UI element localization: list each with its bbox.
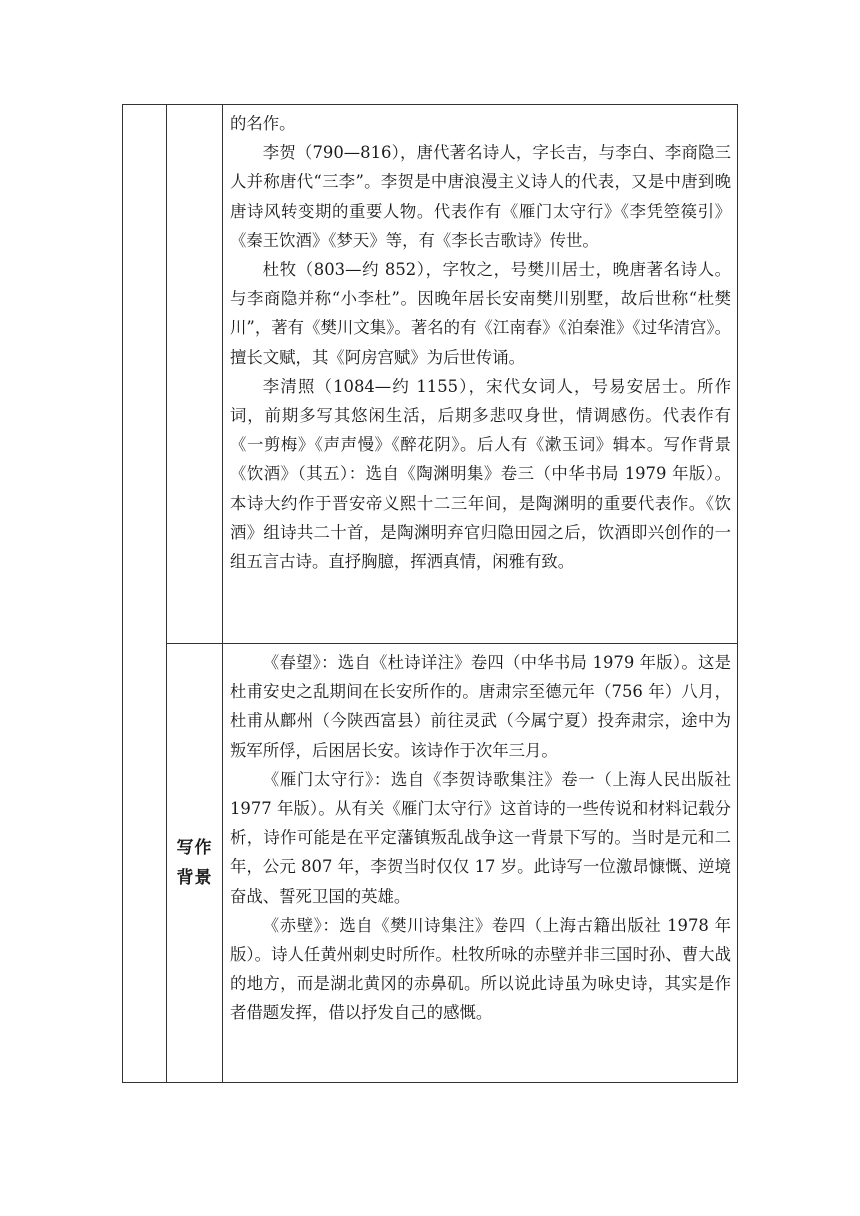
background-content bbox=[223, 644, 737, 1034]
table-row-background bbox=[123, 644, 738, 1083]
label-cell-empty bbox=[167, 105, 223, 644]
table-row-authors bbox=[123, 105, 738, 644]
background-content-cell bbox=[223, 644, 738, 1083]
paragraph-li-he: 李贺（790—816），唐代著名诗人，字长吉，与李白、李商隐三人并称唐代“三李”。李贺是中唐浪漫主义诗人的代表，又是中唐到晚唐诗风转变期的重要人物。代表作有《雁门太守行》《李凭箜篌引》《秦王饮酒》《梦天》等，有《李长吉歌诗》传世。 bbox=[230, 143, 731, 250]
label-cell-background bbox=[167, 644, 223, 1083]
authors-content-cell bbox=[223, 105, 738, 644]
section-label-line2: 背景 bbox=[176, 868, 213, 888]
paragraph-li-qingzhao: 李清照（1084—约 1155），宋代女词人，号易安居士。所作词，前期多写其悠闲生活，后期多悲叹身世，情调感伤。代表作有《一剪梅》《声声慢》《醉花阴》。后人有《漱玉词》辑本。写作背景《饮酒》（其五）：选自《陶渊明集》卷三（中华书局 1979 年版）。本诗大约作于晋安帝义熙十二三年间，是陶渊明的重要代表作。《饮酒》组诗共二十首，是陶渊明弃官归隐田园之后，饮酒即兴创作的一组五言古诗。直抒胸臆，挥洒真情，闲雅有致。 bbox=[230, 376, 731, 572]
paragraph-yanmen: 《雁门太守行》：选自《李贺诗歌集注》卷一（上海人民出版社 1977 年版）。从有关《雁门太守行》这首诗的一些传说和材料记载分析，诗作可能是在平定藩镇叛乱战争这一背景下写的。当时是元和二年，公元 807 年，李贺当时仅仅 17 岁。此诗写一位激昂慷慨、逆境奋战、誓死卫国的英雄。 bbox=[230, 769, 731, 906]
paragraph-continuation: 的名作。 bbox=[230, 114, 296, 133]
outer-left-cell bbox=[123, 105, 167, 1083]
paragraph-du-mu: 杜牧（803—约 852），字牧之，号樊川居士，晚唐著名诗人。与李商隐并称“小李杜”。因晚年居长安南樊川别墅，故后世称“杜樊川”，著有《樊川文集》。著名的有《江南春》《泊秦淮》《过华清宫》。擅长文赋，其《阿房宫赋》为后世传诵。 bbox=[230, 260, 731, 367]
section-label-line1: 写作 bbox=[176, 838, 213, 858]
content-table bbox=[122, 104, 738, 1083]
paragraph-chibi: 《赤壁》：选自《樊川诗集注》卷四（上海古籍出版社 1978 年版）。诗人任黄州刺史时所作。杜牧所咏的赤壁并非三国时孙、曹大战的地方，而是湖北黄冈的赤鼻矶。所以说此诗虽为咏史诗，其实是作者借题发挥，借以抒发自己的感慨。 bbox=[230, 915, 731, 1023]
authors-content bbox=[223, 105, 737, 582]
paragraph-chunwang: 《春望》：选自《杜诗详注》卷四（中华书局 1979 年版）。这是杜甫安史之乱期间在长安所作的。唐肃宗至德元年（756 年）八月，杜甫从鄜州（今陕西富县）前往灵武（今属宁夏）投奔肃宗，途中为叛军所俘，后困居长安。该诗作于次年三月。 bbox=[230, 653, 731, 760]
